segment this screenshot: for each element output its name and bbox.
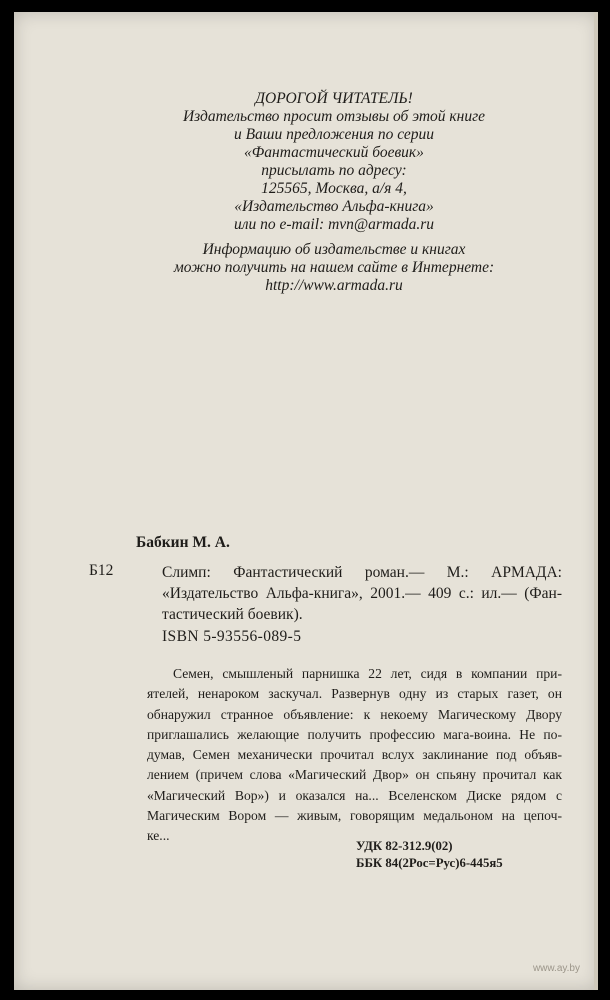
isbn: ISBN 5-93556-089-5 (162, 628, 302, 645)
notice-email: или по e-mail: mvn@armada.ru (233, 216, 435, 233)
annotation-line: ятелей, ненароком заскучал. Развернув одну из старых газет, он (147, 686, 562, 702)
annotation-line: думав, Семен механически прочитал вслух заклинание под объяв- (147, 747, 562, 763)
description-line: Слимп: Фантастический роман.— М.: АРМАДА: (162, 564, 562, 581)
annotation-line: «Магический Вор») и оказался на... Вселенском Диске рядом с (147, 787, 562, 803)
notice-line: Информацию об издательстве и книгах (202, 241, 466, 258)
watermark: www.ay.by (532, 963, 580, 974)
annotation-line: ке... (147, 828, 170, 844)
annotation-line: обнаружил странное объявление: к некоему Магическому Двору (147, 706, 562, 722)
notice-heading: ДОРОГОЙ ЧИТАТЕЛЬ! (255, 90, 413, 107)
book-page (14, 12, 598, 990)
reader-notice (164, 90, 504, 295)
bibliographic-description (162, 562, 562, 625)
annotation-line: лением (причем слова «Магический Двор» он спьяну прочитал как (147, 767, 562, 783)
annotation-line: Семен, смышленый парнишка 22 лет, сидя в компании при- (173, 666, 562, 681)
author-name: Бабкин М. А. (136, 534, 230, 551)
notice-line: присылать по адресу: (261, 162, 407, 179)
annotation-line: Магическим Вором — живым, говорящим медальоном на цепоч- (147, 808, 562, 824)
notice-address: 125565, Москва, а/я 4, (261, 180, 407, 197)
bbk-code: ББК 84(2Рос=Рус)6-445я5 (356, 856, 503, 870)
notice-website: http://www.armada.ru (265, 277, 403, 294)
notice-publisher: «Издательство Альфа-книга» (234, 198, 434, 215)
notice-line: «Фантастический боевик» (244, 144, 424, 161)
notice-line: и Ваши предложения по серии (233, 126, 435, 143)
notice-spacer (164, 234, 504, 241)
book-annotation (147, 664, 562, 847)
notice-line: Издательство просит отзывы об этой книге (182, 108, 486, 125)
description-line: «Издательство Альфа-книга», 2001.— 409 с.: ил.— (Фан- (162, 585, 562, 602)
description-line: тастический боевик). (162, 606, 303, 623)
annotation-line: приглашались желающие получить профессию мага-воина. Не по- (147, 726, 562, 742)
classification-codes (356, 838, 566, 872)
udk-code: УДК 82-312.9(02) (356, 839, 453, 853)
notice-line: можно получить на нашем сайте в Интернете: (173, 259, 495, 276)
catalog-code: Б12 (89, 562, 114, 579)
